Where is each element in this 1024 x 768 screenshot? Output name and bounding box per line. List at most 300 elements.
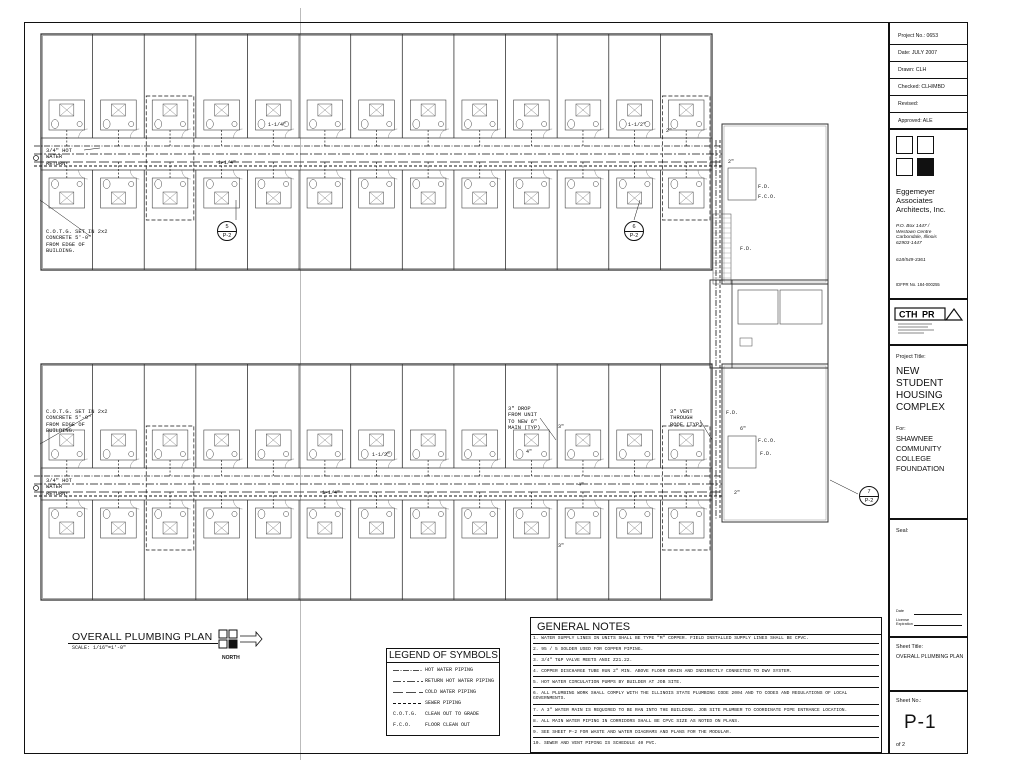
toilet-fixture [52,120,59,129]
toilet-fixture [155,180,162,189]
bathroom-block [255,178,291,208]
toilet-fixture [413,120,420,129]
door-swing [182,170,191,179]
note-item: 4. COPPER DISCHARGE TUBE RUN 2" MIN. ABOVE FLOOR DRAIN AND INDIRECTLY CONNECTED TO DWV SYSTEM. [533,669,879,677]
seal-label: Seal: [896,528,909,534]
door-swing [492,129,501,138]
lavatory-fixture [696,451,701,456]
lavatory-fixture [593,121,598,126]
door-swing [130,129,139,138]
door-swing [492,500,501,509]
legend-symbol: F.C.O. [393,722,412,728]
firm-name-line: Eggemeyer [896,187,935,196]
door-swing [79,500,88,509]
toilet-fixture [206,180,213,189]
leader-line [84,148,100,150]
lavatory-fixture [129,451,134,456]
bathroom-block [565,430,601,460]
bathroom-block [101,100,137,130]
label-floor-drain: F.D. [726,410,739,416]
toilet-fixture [361,510,368,519]
bathroom-block [307,430,343,460]
toilet-fixture [310,510,317,519]
bathroom-block [152,100,188,130]
toilet-fixture [464,450,471,459]
door-swing [233,170,242,179]
door-swing [130,170,139,179]
bathroom-block [101,178,137,208]
building-wing-outline [41,34,712,270]
toilet-fixture [619,510,626,519]
door-swing [646,170,655,179]
return-hot-water-line-icon [393,676,423,687]
bathroom-block [668,100,704,130]
toilet-fixture [671,450,678,459]
bathroom-block [204,508,240,538]
door-swing [130,459,139,468]
firm-name-line: Architects, Inc. [896,205,946,214]
north-arrow-icon [218,628,264,654]
bathroom-block [152,430,188,460]
lavatory-fixture [593,181,598,186]
lavatory-fixture [387,511,392,516]
project-title-line: COMPLEX [896,402,945,413]
plan-scale: SCALE: 1/16"=1'-0" [72,645,127,651]
sewer-line-icon [393,698,423,709]
toilet-fixture [568,120,575,129]
door-swing [646,129,655,138]
toilet-fixture [464,180,471,189]
door-swing [595,459,604,468]
toilet-fixture [619,120,626,129]
note-item: 8. ALL MAIN WATER PIPING IN CORRIDORS SHALL BE CPVC SIZE AS NOTED ON PLANS. [533,719,879,727]
room-outline [728,436,756,468]
cleanout-to-grade [34,486,39,491]
architect-block [890,130,968,300]
toilet-fixture [516,180,523,189]
door-swing [543,170,552,179]
equipment-outline [740,338,752,346]
title-block [888,22,968,754]
seal-block [890,520,968,638]
door-swing [595,129,604,138]
legend-row-cotg [387,709,499,720]
firm-logo-square-icon [896,158,913,176]
door-swing [285,170,294,179]
idfpr-number: IDFPR No. 184-000255 [896,282,940,287]
door-swing [233,459,242,468]
door-swing [440,170,449,179]
leader-line [634,200,640,220]
bathroom-block [668,178,704,208]
door-swing [182,500,191,509]
leader-line [540,418,556,440]
toilet-fixture [671,510,678,519]
toilet-fixture [310,180,317,189]
detail-reference-6 [624,221,644,241]
firm-logo-square-filled-icon [917,158,934,176]
door-swing [388,500,397,509]
toilet-fixture [258,450,265,459]
sheet-number-block [890,692,968,754]
firm-logo-square-icon [917,136,934,154]
legend-row-cold-water [387,687,499,698]
bathroom-block [204,430,240,460]
client-name-line: FOUNDATION [896,464,945,473]
toilet-fixture [258,120,265,129]
detail-number: 7 [860,487,878,497]
lavatory-fixture [593,451,598,456]
bathroom-block [617,430,653,460]
label-pipe-size: 3" [558,424,565,430]
bathroom-block [49,508,85,538]
toilet-fixture [103,450,110,459]
bathroom-block [101,508,137,538]
lavatory-fixture [696,121,701,126]
notes-title: GENERAL NOTES [537,621,631,633]
lavatory-fixture [232,511,237,516]
door-swing [285,500,294,509]
toilet-fixture [516,120,523,129]
note-item: 3. 3/4" T&P VALVE MEETS ANSI Z21.22. [533,658,879,666]
bathroom-block [359,508,395,538]
label-pipe-size: 2" [734,490,741,496]
legend-text: FLOOR CLEAN OUT [425,722,471,728]
toilet-fixture [206,510,213,519]
room-outline [780,290,822,324]
label-pipe-size: 6" [740,426,747,432]
label-floor-drain: F.D. [760,451,773,457]
drawn-by: Drawn: CLH [890,62,968,79]
plan-title-underline [68,643,218,644]
label-pipe-size: 1-1/4" [268,122,287,128]
detail-area [146,426,194,550]
label-pipe-size: 2" [728,159,735,165]
toilet-fixture [671,180,678,189]
door-swing [388,129,397,138]
label-floor-clean-out: F.C.O. [758,194,777,200]
label-floor-drain: F.D. [740,246,753,252]
firm-logo-square-icon [896,136,913,154]
firm-name-line: Associates [896,196,933,205]
consultant-logo-block [890,300,968,346]
door-swing [337,459,346,468]
toilet-fixture [310,450,317,459]
door-swing [285,459,294,468]
door-swing [440,500,449,509]
lavatory-fixture [542,511,547,516]
sheet-number: P-1 [904,712,937,733]
common-area-north [722,124,828,284]
door-swing [698,129,707,138]
license-expiration-line [914,625,962,626]
door-swing [337,129,346,138]
toilet-fixture [361,450,368,459]
toilet-fixture [516,450,523,459]
detail-reference-7 [859,486,879,506]
note-item: 9. SEE SHEET P-2 FOR WASTE AND WATER DIAGRAMS AND PLANS FOR THE MODULAR. [533,730,879,738]
bathroom-block [410,178,446,208]
bathroom-block [565,100,601,130]
legend-row-fco [387,720,499,731]
note-item: 10. SEWER AND VENT PIPING IS SCHEDULE 40 PVC. [533,741,658,746]
building-wing-outline [41,364,712,600]
lavatory-fixture [180,181,185,186]
door-swing [492,170,501,179]
toilet-fixture [413,510,420,519]
legend-text: HOT WATER PIPING [425,667,474,673]
door-swing [337,170,346,179]
sheet-title-block [890,638,968,692]
cleanout-to-grade [34,156,39,161]
door-swing [233,500,242,509]
lavatory-fixture [696,181,701,186]
door-swing [233,129,242,138]
callout-vent-through-roof: 3" VENT THROUGH ROOF (TYP) [670,409,703,428]
bathroom-block [410,430,446,460]
detail-area [662,426,710,550]
bathroom-block [255,430,291,460]
toilet-fixture [103,510,110,519]
door-swing [388,459,397,468]
label-pipe-size: 1-1/4" [218,160,237,166]
lavatory-fixture [593,511,598,516]
door-swing [646,459,655,468]
lavatory-fixture [542,121,547,126]
lavatory-fixture [645,511,650,516]
detail-sheet: P-2 [864,498,874,504]
cold-water-line-icon [393,687,423,698]
lavatory-fixture [438,121,443,126]
lavatory-fixture [283,451,288,456]
toilet-fixture [516,510,523,519]
bathroom-block [152,508,188,538]
project-title-line: NEW [896,366,920,377]
bathroom-block [462,508,498,538]
note-item: 1. WATER SUPPLY LINES IN UNITS SHALL BE TYPE "M" COPPER. FIELD INSTALLED SUPPLY LINES SHALL BE CPVC. [533,636,879,644]
detail-area [146,96,194,220]
bathroom-block [617,508,653,538]
general-notes [530,617,882,753]
toilet-fixture [155,450,162,459]
toilet-fixture [568,510,575,519]
door-swing [543,129,552,138]
toilet-fixture [52,510,59,519]
lavatory-fixture [438,451,443,456]
bathroom-block [514,100,550,130]
seal-date-label: Date [896,609,905,613]
toilet-fixture [619,450,626,459]
seal-date-line [914,614,962,615]
toilet-fixture [310,120,317,129]
lavatory-fixture [129,121,134,126]
svg-text:CTH: CTH [899,309,918,320]
toilet-fixture [464,510,471,519]
lavatory-fixture [542,181,547,186]
toilet-fixture [361,120,368,129]
bathroom-block [359,178,395,208]
firm-phone: 618/549-3361 [896,258,926,263]
svg-text:PR: PR [922,309,935,320]
label-floor-drain: F.D. [758,184,771,190]
door-swing [388,170,397,179]
bathroom-block [514,178,550,208]
bathroom-block [204,100,240,130]
door-swing [595,170,604,179]
sheet-title-label: Sheet Title: [896,644,923,650]
project-title-label: Project Title: [896,354,926,360]
door-swing [595,500,604,509]
hot-water-line-icon [393,665,423,676]
bathroom-block [152,178,188,208]
lavatory-fixture [387,181,392,186]
note-item: 7. A 3" WATER MAIN IS REQUIRED TO BE RAN INTO THE BUILDING. JOB SITE PLUMBER TO COORDINATE PIPE ENTRANCE LOCATION. [533,708,879,716]
bathroom-block [514,430,550,460]
toilet-fixture [206,450,213,459]
legend-text: COLD WATER PIPING [425,689,477,695]
toilet-fixture [155,510,162,519]
door-swing [440,129,449,138]
lavatory-fixture [180,121,185,126]
bathroom-block [462,430,498,460]
callout-hot-water-return-top: 3/4" HOT WATER RETURN [46,148,72,167]
label-pipe-size: 4" [526,449,533,455]
project-title-line: STUDENT [896,378,944,389]
consultant-logo-icon [894,306,966,340]
label-pipe-size: 1-1/2" [628,122,647,128]
toilet-fixture [413,180,420,189]
door-swing [79,170,88,179]
lavatory-fixture [335,451,340,456]
legend-text: SEWER PIPING [425,700,462,706]
approved-by: Approved: ALE [890,113,968,130]
door-swing [698,500,707,509]
legend-text: RETURN HOT WATER PIPING [425,678,495,684]
project-block [890,346,968,520]
callout-cotg-bottom: C.O.T.G. SET IN 2x2 CONCRETE 5'-0" FROM EDGE OF BUILDING. [46,409,108,435]
lavatory-fixture [232,181,237,186]
north-label: NORTH [222,655,240,661]
door-swing [79,459,88,468]
door-swing [698,459,707,468]
lavatory-fixture [335,181,340,186]
detail-sheet: P-2 [222,233,232,239]
detail-sheet: P-2 [629,233,639,239]
common-area-north [724,126,826,282]
firm-address: P.O. Box 1447 / Westown Centre Carbondale, Illinois 62903-1447 [896,224,937,246]
building-wing-outline [43,366,711,599]
lavatory-fixture [335,121,340,126]
detail-area [662,96,710,220]
for-label: For: [896,426,906,432]
toilet-fixture [464,120,471,129]
lavatory-fixture [77,121,82,126]
notes-divider [531,634,881,635]
bathroom-block [307,100,343,130]
legend-text: CLEAN OUT TO GRADE [425,711,480,717]
lavatory-fixture [335,511,340,516]
toilet-fixture [568,180,575,189]
door-swing [543,500,552,509]
revised: Revised: [890,96,968,113]
label-floor-clean-out: F.C.O. [758,438,777,444]
toilet-fixture [52,180,59,189]
bathroom-block [462,178,498,208]
door-swing [182,129,191,138]
bathroom-block [617,178,653,208]
lavatory-fixture [438,511,443,516]
bathroom-block [668,508,704,538]
lavatory-fixture [438,181,443,186]
label-pipe-size: 2" [666,128,673,134]
legend-symbol: C.O.T.G. [393,711,418,717]
checked-by: Checked: CLH/MBD [890,79,968,96]
lavatory-fixture [129,511,134,516]
lavatory-fixture [645,181,650,186]
leader-line [830,480,858,494]
client-name-line: SHAWNEE [896,434,934,443]
building-wing-outline [43,36,711,269]
toilet-fixture [103,120,110,129]
project-title-line: HOUSING [896,390,943,401]
label-pipe-size: 1-1/4" [322,490,341,496]
bathroom-block [410,508,446,538]
bathroom-block [49,178,85,208]
lavatory-fixture [232,451,237,456]
lavatory-fixture [180,451,185,456]
lavatory-fixture [645,451,650,456]
sheet-count: of 2 [896,742,905,748]
door-swing [285,129,294,138]
lavatory-fixture [232,121,237,126]
bathroom-block [514,508,550,538]
bathroom-block [565,508,601,538]
lavatory-fixture [180,511,185,516]
client-name-line: COMMUNITY [896,444,942,453]
detail-number: 5 [218,222,236,232]
bathroom-block [668,430,704,460]
room-outline [738,290,778,324]
toilet-fixture [619,180,626,189]
label-pipe-size: 4" [578,482,585,488]
callout-cotg-top: C.O.T.G. SET IN 2x2 CONCRETE 5'-0" FROM EDGE OF BUILDING. [46,229,108,255]
door-swing [182,459,191,468]
callout-hot-water-return-bottom: 3/4" HOT WATER RETURN [46,478,72,497]
bathroom-block [255,508,291,538]
lavatory-fixture [696,511,701,516]
bathroom-block [359,100,395,130]
lavatory-fixture [490,451,495,456]
toilet-fixture [361,180,368,189]
detail-reference-5 [217,221,237,241]
bathroom-block [49,100,85,130]
bathroom-block [462,100,498,130]
lavatory-fixture [490,121,495,126]
project-number: Project No.: 0653 [890,28,968,45]
lavatory-fixture [283,511,288,516]
callout-drop-to-main: 3" DROP FROM UNIT TO NEW 6" MAIN (TYP) [508,406,541,432]
door-swing [79,129,88,138]
lavatory-fixture [490,511,495,516]
legend-title: LEGEND OF SYMBOLS [389,650,498,661]
plan-title: OVERALL PLUMBING PLAN [72,631,213,643]
lavatory-fixture [77,451,82,456]
lavatory-fixture [542,451,547,456]
toilet-fixture [413,450,420,459]
legend-row-return-hot-water [387,676,499,687]
toilet-fixture [568,450,575,459]
drawing-date: Date: JULY 2007 [890,45,968,62]
